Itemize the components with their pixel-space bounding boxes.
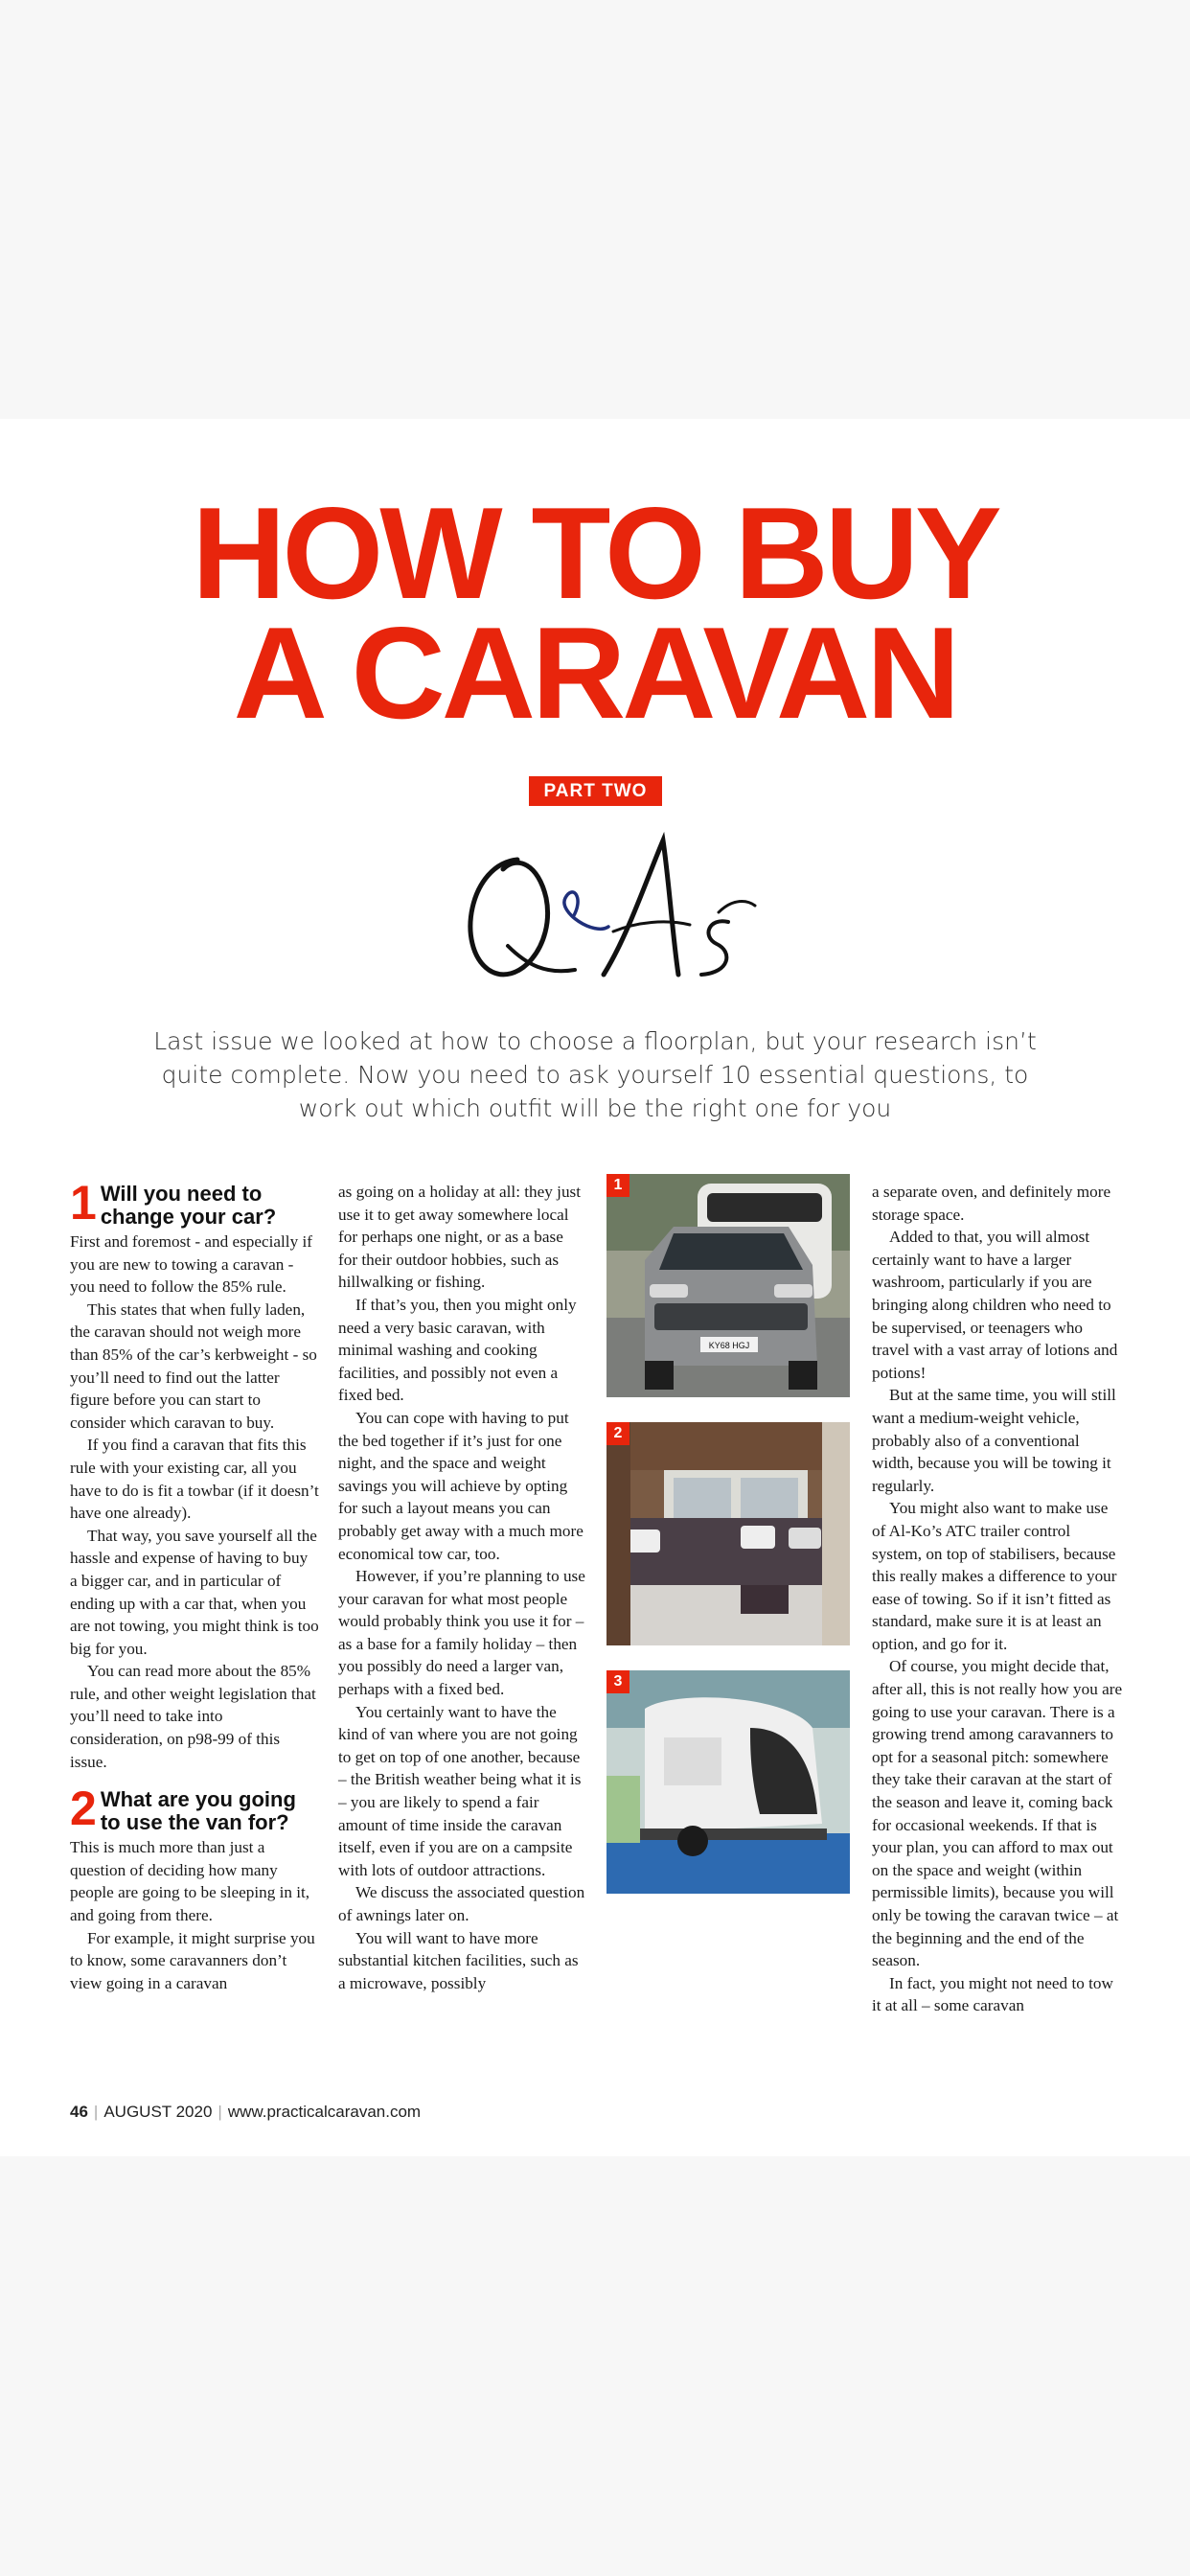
paragraph: You can cope with having to put the bed together if it’s just for one night, and the space and weight savings you will achieve by opting for such a layout means you can probably get away with a much more economical tow car, too. (338, 1408, 584, 1563)
paragraph: However, if you’re planning to use your caravan for what most people would probably think you use it for – as a base for a family holiday – then you possibly do need a larger van, perhaps with a fixed bed. (338, 1567, 585, 1699)
paragraph: But at the same time, you will still want a medium-weight vehicle, probably also of a conventional width, because you will be towing it regularly. (872, 1386, 1116, 1495)
page-number: 46 (70, 2103, 88, 2121)
paragraph: as going on a holiday at all: they just use it to get away somewhere local for perhaps one night, or as a base for their outdoor hobbies, such as hillwalking or fishing. (338, 1183, 581, 1292)
caravan-exhibit-image (606, 1670, 850, 1894)
section-2-heading (70, 1782, 319, 1836)
section-title: Will you need to change your car? (100, 1182, 277, 1229)
column-4 (872, 1181, 1123, 2017)
column-2 (338, 1181, 585, 1994)
column-1 (70, 1176, 319, 1994)
paragraph: Added to that, you will almost certainly want to have a larger washroom, particularly if you are bringing along children who need to be supervised, or teenagers who travel with a vast array of lotions and potions! (872, 1228, 1118, 1382)
paragraph: You might also want to make use of Al-Ko’s ATC trailer control system, on top of stabilisers, because this really makes a difference to your ease of towing. So if it isn’t fitted as standard, make sure it is at least an option, and go for it. (872, 1499, 1117, 1653)
paragraph: If you find a caravan that fits this rule with your existing car, all you have to do is fit a towbar (if it doesn’t have one already). (70, 1436, 319, 1523)
qa-logo (450, 831, 757, 994)
section-title: What are you going to use the van for? (100, 1787, 296, 1835)
website-link[interactable]: www.practicalcaravan.com (227, 2103, 422, 2121)
paragraph: For example, it might surprise you to know, some caravanners don’t view going in a caravan (70, 1928, 315, 1992)
issue-date: AUGUST 2020 (103, 2103, 213, 2121)
photo-tow-car (606, 1174, 850, 1397)
photo-interior (606, 1422, 850, 1645)
paragraph: First and foremost - and especially if you are new to towing a caravan - you need to follow the 85% rule. (70, 1232, 312, 1297)
caravan-lounge-image (606, 1422, 850, 1645)
number-plate: KY68 HGJ (708, 1341, 750, 1350)
photo-caravan-show (606, 1670, 850, 1894)
part-badge: PART TWO (529, 776, 662, 806)
paragraph: You will want to have more substantial kitchen facilities, such as a microwave, possibly (338, 1928, 579, 1992)
photo-number-badge: 2 (606, 1422, 629, 1445)
section-number: 2 (70, 1782, 97, 1836)
paragraph: If that’s you, then you might only need a very basic caravan, with minimal washing and cooking facilities, and possibly not even a fixed bed. (338, 1295, 577, 1405)
section-1-heading (70, 1176, 319, 1230)
page-footer: 46 | AUGUST 2020 | www.practicalcaravan.com (70, 2103, 422, 2121)
headline-line-2: A CARAVAN (233, 600, 957, 746)
headline-line-1: HOW TO BUY (192, 480, 998, 626)
paragraph: This states that when fully laden, the caravan should not weigh more than 85% of the car’s kerbweight - so you’ll need to find out the latter figure before you can start to consider which caravan to buy. (70, 1300, 317, 1432)
photo-number-badge: 1 (606, 1174, 629, 1197)
paragraph: In fact, you might not need to tow it at all – some caravan (872, 1973, 1113, 2015)
paragraph: Of course, you might decide that, after all, this is not really how you are going to use your caravan. There is a growing trend among caravanners to opt for a seasonal pitch: somewhere they take their caravan at the start of the season and leave it, coming back for occasional weekends. If that is your plan, you can afford to max out on the space and weight (within permissible limits), because you will only be towing the caravan twice – at the beginning and the end of the season. (872, 1657, 1123, 1970)
qa-script-graphic (450, 831, 757, 994)
paragraph: That way, you save yourself all the hassle and expense of having to buy a bigger car, and in particular of ending up with a car that, when you are not towing, you might think is too big for you. (70, 1526, 319, 1658)
section-number: 1 (70, 1176, 97, 1230)
car-and-caravan-image (606, 1174, 850, 1397)
paragraph: You certainly want to have the kind of van where you are not going to get on top of one another, because – the British weather being what it is – you are likely to spend a fair amount of time inside the caravan itself, even if you are on a campsite with lots of outdoor attractions. (338, 1702, 582, 1879)
paragraph: a separate oven, and definitely more storage space. (872, 1183, 1111, 1224)
standfirst: Last issue we looked at how to choose a floorplan, but your research isn’t quite complete. Now you need to ask yourself 10 essential questions, to work out which outfit will be the right one for you (153, 1027, 1037, 1122)
photo-number-badge: 3 (606, 1670, 629, 1693)
paragraph: You can read more about the 85% rule, and other weight legislation that you’ll need to take into consideration, on p98-99 of this issue. (70, 1662, 316, 1771)
paragraph: This is much more than just a question of deciding how many people are going to be sleeping in it, and going from there. (70, 1838, 310, 1925)
paragraph: We discuss the associated question of awnings later on. (338, 1883, 585, 1924)
magazine-page (0, 419, 1190, 2156)
